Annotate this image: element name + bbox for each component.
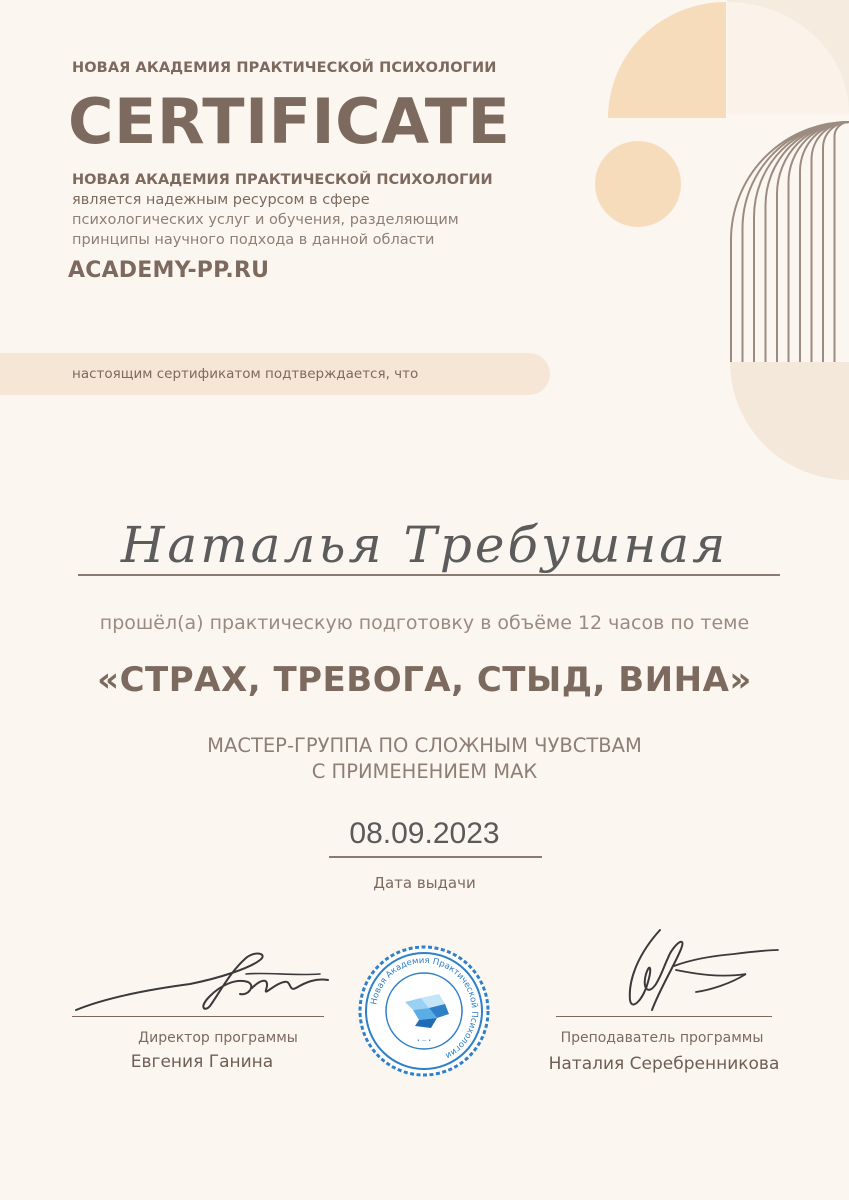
deco-quarter-peach (608, 2, 726, 118)
academy-description (72, 170, 542, 250)
name-underline (78, 574, 780, 576)
description-line-1: НОВАЯ АКАДЕМИЯ ПРАКТИЧЕСКОЙ ПСИХОЛОГИИ (72, 172, 493, 188)
deco-arch-line (835, 122, 849, 362)
deco-arch-line (731, 122, 849, 362)
course-subtitle-line-1: МАСТЕР-ГРУППА ПО СЛОЖНЫМ ЧУВСТВАМ (207, 734, 642, 757)
course-subtitle-line-2: С ПРИМЕНЕНИЕМ МАК (311, 760, 538, 783)
deco-arch-line (766, 122, 849, 362)
deco-arch-line (789, 122, 849, 362)
teacher-signature-line (556, 1016, 772, 1017)
deco-arch-line (800, 122, 849, 362)
course-intro: прошёл(а) практическую подготовку в объёме 12 часов по теме (99, 612, 750, 634)
svg-text:• — •: • — • (416, 1038, 432, 1044)
deco-arch-line (743, 122, 849, 362)
deco-quarter-bottom (730, 362, 849, 480)
course-subtitle (0, 733, 849, 785)
certificate-title: CERTIFICATE (68, 85, 511, 158)
website-link[interactable]: ACADEMY-PP.RU (68, 258, 270, 283)
description-line-4: принципы научного подхода в данной области (72, 232, 435, 248)
director-name: Евгения Ганина (130, 1052, 274, 1072)
description-line-2: является надежным ресурсом в сфере (72, 192, 370, 208)
seal-text: Новая Академия Практической Психологии (369, 955, 480, 1061)
deco-arches (731, 122, 849, 362)
academy-seal (357, 944, 491, 1078)
teacher-role: Преподаватель программы (560, 1030, 764, 1046)
deco-circle (595, 141, 681, 227)
issue-date-label: Дата выдачи (373, 874, 476, 892)
deco-arch-line (812, 122, 849, 362)
issue-date: 08.09.2023 (349, 817, 500, 850)
description-line-3: психологических услуг и обучения, разделяющим (72, 212, 459, 228)
deco-arch-line (823, 122, 849, 362)
date-underline (329, 856, 542, 858)
academy-name: НОВАЯ АКАДЕМИЯ ПРАКТИЧЕСКОЙ ПСИХОЛОГИИ (72, 60, 497, 76)
director-role: Директор программы (138, 1030, 298, 1046)
course-topic: «СТРАХ, ТРЕВОГА, СТЫД, ВИНА» (97, 660, 752, 700)
director-signature-line (72, 1016, 324, 1017)
teacher-name: Наталия Серебренникова (548, 1054, 780, 1074)
confirmation-text: настоящим сертификатом подтверждается, что (72, 366, 419, 382)
recipient-name: Наталья Требушная (120, 516, 729, 574)
